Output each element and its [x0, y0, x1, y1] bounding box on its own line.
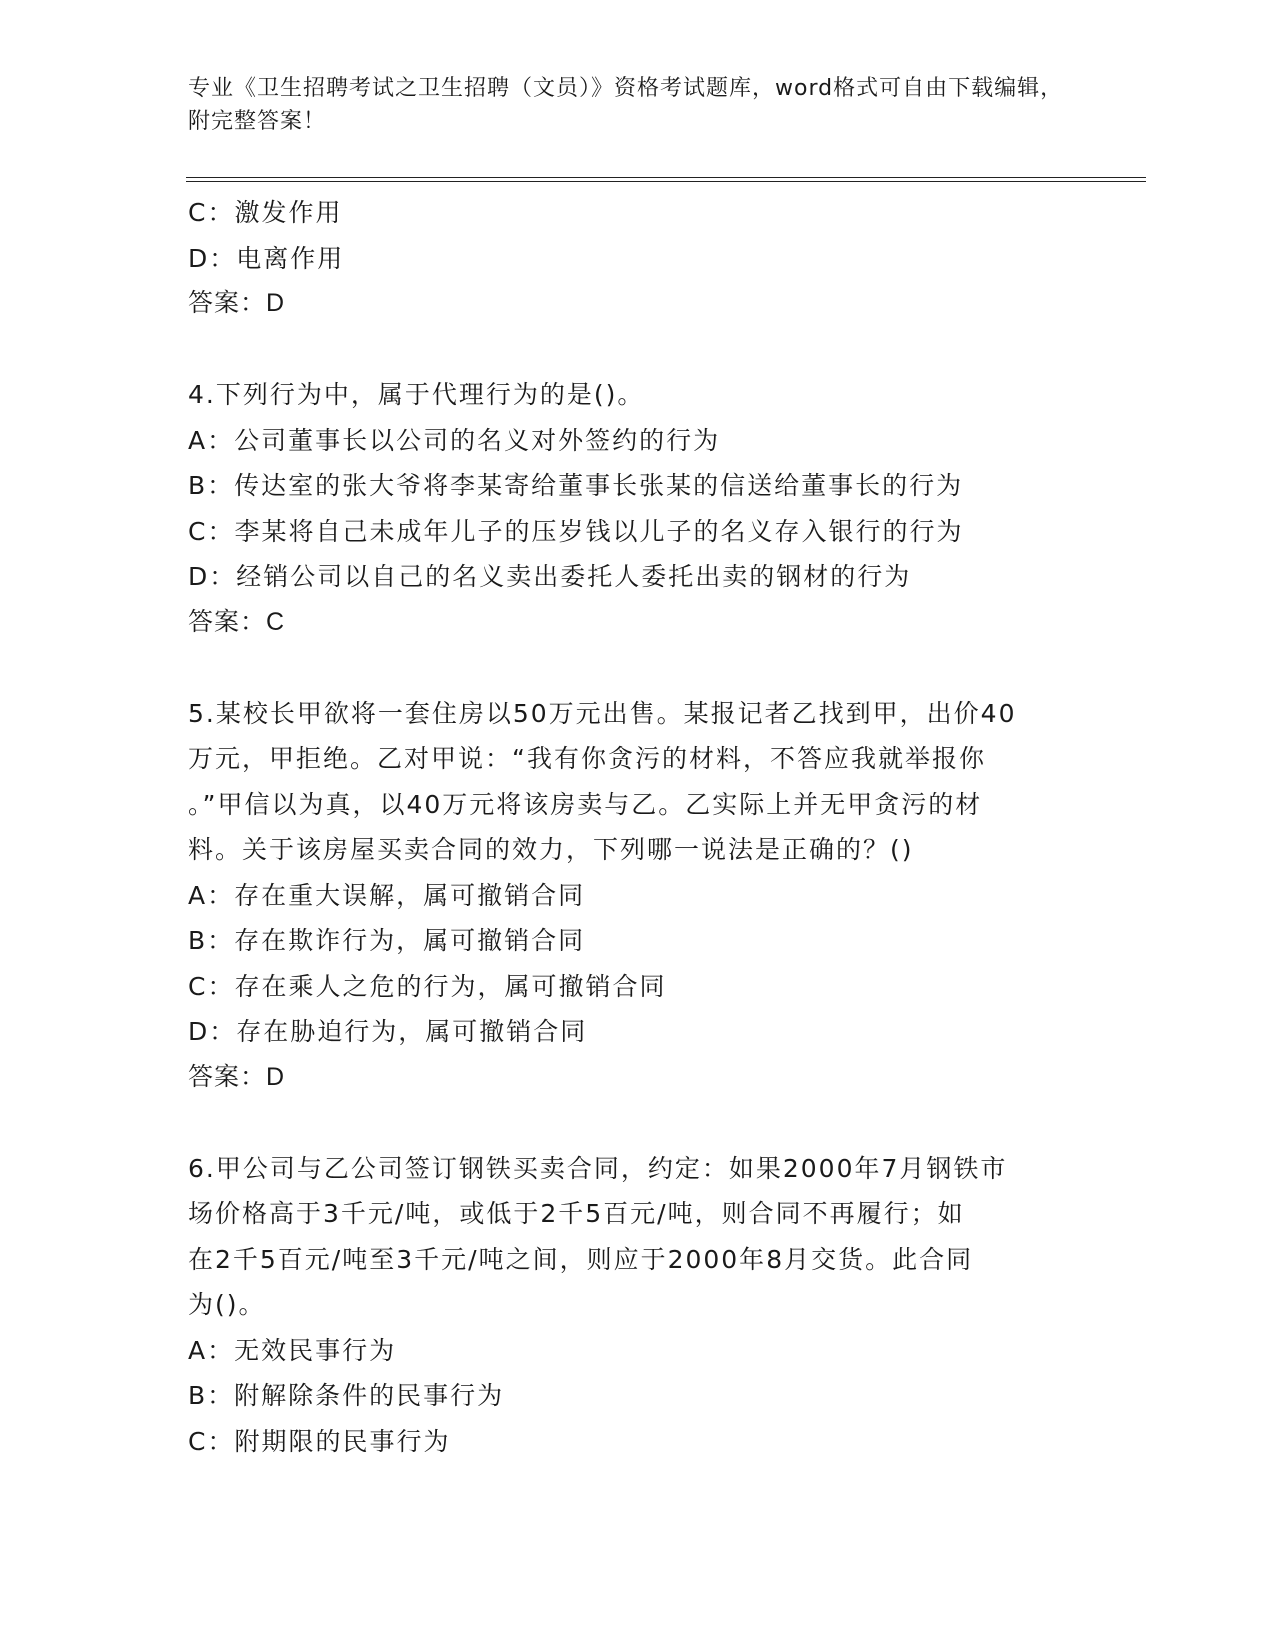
question-stem-line: 为()。	[188, 1290, 266, 1319]
answer: 答案：D	[188, 1062, 286, 1091]
question-stem-line: 6.甲公司与乙公司签订钢铁买卖合同，约定：如果2000年7月钢铁市	[188, 1153, 1008, 1183]
answer: 答案：C	[188, 607, 286, 636]
page-header	[188, 72, 1068, 138]
question-stem-line: 料。关于该房屋买卖合同的效力，下列哪一说法是正确的？()	[188, 835, 914, 864]
option-c: C：存在乘人之危的行为，属可撤销合同	[188, 971, 667, 1001]
option-b: B：附解除条件的民事行为	[188, 1381, 505, 1410]
option-d: D：经销公司以自己的名义卖出委托人委托出卖的钢材的行为	[188, 562, 912, 591]
question-stem-line: 5.某校长甲欲将一套住房以50万元出售。某报记者乙找到甲，出价40	[188, 698, 1017, 728]
question-stem-line: 万元，甲拒绝。乙对甲说：“我有你贪污的材料，不答应我就举报你	[188, 744, 986, 773]
question-5	[188, 691, 1088, 1101]
question-stem-line: 场价格高于3千元/吨，或低于2千5百元/吨，则合同不再履行；如	[188, 1199, 965, 1228]
spacer	[188, 1100, 1088, 1146]
option-c: C：附期限的民事行为	[188, 1426, 451, 1456]
question-stem-line: 。”甲信以为真，以40万元将该房卖与乙。乙实际上并无甲贪污的材	[188, 789, 983, 819]
option-b: B：传达室的张大爷将李某寄给董事长张某的信送给董事长的行为	[188, 471, 964, 500]
header-divider-top	[186, 177, 1146, 178]
option-a: A：公司董事长以公司的名义对外签约的行为	[188, 425, 721, 455]
question-4	[188, 372, 1088, 645]
spacer	[188, 327, 1088, 373]
question-stem: 4.下列行为中，属于代理行为的是()。	[188, 380, 645, 409]
question-stem-line: 在2千5百元/吨至3千元/吨之间，则应于2000年8月交货。此合同	[188, 1244, 974, 1274]
header-text: 专业《卫生招聘考试之卫生招聘（文员）》资格考试题库，word格式可自由下载编辑，附完整答案！	[188, 76, 1064, 134]
spacer	[188, 645, 1088, 691]
header-divider-bottom	[186, 181, 1146, 182]
option-d: D：电离作用	[188, 243, 345, 273]
option-b: B：存在欺诈行为，属可撤销合同	[188, 926, 586, 955]
option-c: C：李某将自己未成年儿子的压岁钱以儿子的名义存入银行的行为	[188, 516, 964, 546]
document-body	[188, 190, 1088, 1464]
question-6	[188, 1146, 1088, 1465]
answer: 答案：D	[188, 289, 286, 317]
option-a: A：存在重大误解，属可撤销合同	[188, 880, 586, 910]
option-a: A：无效民事行为	[188, 1335, 397, 1365]
option-d: D：存在胁迫行为，属可撤销合同	[188, 1017, 588, 1046]
option-c: C：激发作用	[188, 198, 343, 227]
